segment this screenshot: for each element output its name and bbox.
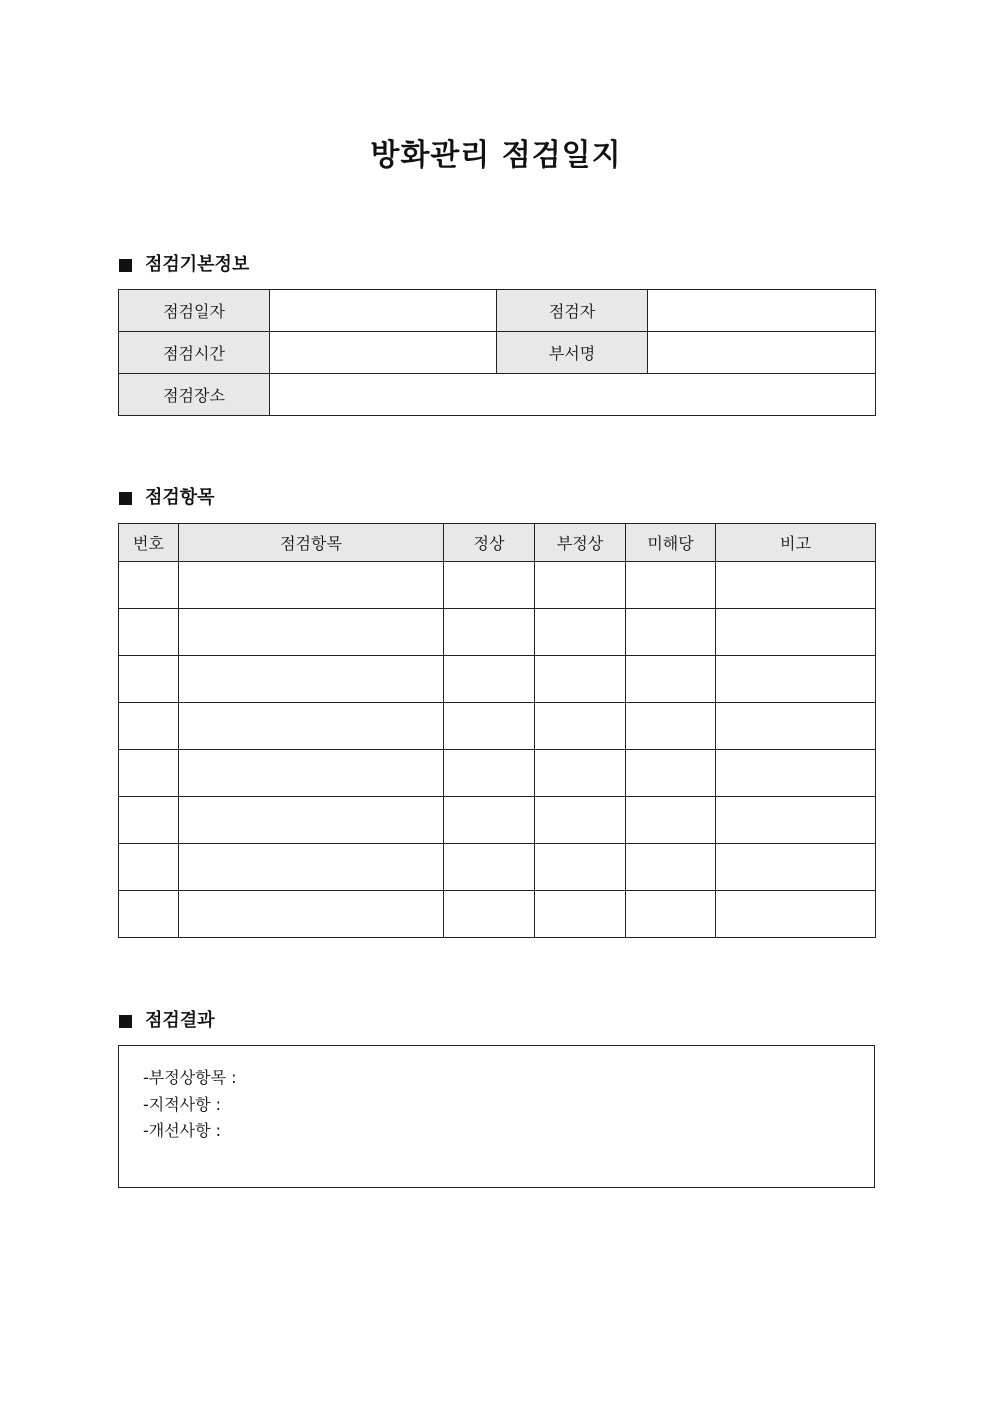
column-header-abnormal: 부정상 bbox=[535, 524, 626, 562]
table-row bbox=[119, 891, 876, 938]
cell-remarks[interactable] bbox=[716, 750, 876, 797]
inspection-date-field[interactable] bbox=[270, 290, 497, 332]
table-row bbox=[119, 332, 876, 374]
cell-not-applicable[interactable] bbox=[626, 891, 716, 938]
cell-normal[interactable] bbox=[444, 656, 535, 703]
cell-item[interactable] bbox=[179, 609, 444, 656]
cell-normal[interactable] bbox=[444, 797, 535, 844]
section-heading-result bbox=[119, 1009, 215, 1033]
cell-remarks[interactable] bbox=[716, 656, 876, 703]
cell-not-applicable[interactable] bbox=[626, 750, 716, 797]
department-field[interactable] bbox=[648, 332, 876, 374]
cell-not-applicable[interactable] bbox=[626, 562, 716, 609]
cell-normal[interactable] bbox=[444, 703, 535, 750]
cell-item[interactable] bbox=[179, 750, 444, 797]
section-heading-label: 점검항목 bbox=[145, 487, 215, 508]
cell-remarks[interactable] bbox=[716, 844, 876, 891]
cell-not-applicable[interactable] bbox=[626, 844, 716, 891]
cell-item[interactable] bbox=[179, 891, 444, 938]
cell-not-applicable[interactable] bbox=[626, 797, 716, 844]
column-header-remarks: 비고 bbox=[716, 524, 876, 562]
cell-abnormal[interactable] bbox=[535, 656, 626, 703]
inspection-place-label: 점검장소 bbox=[119, 374, 270, 416]
cell-number[interactable] bbox=[119, 609, 179, 656]
cell-normal[interactable] bbox=[444, 562, 535, 609]
inspection-items-body bbox=[119, 562, 876, 938]
cell-normal[interactable] bbox=[444, 750, 535, 797]
cell-item[interactable] bbox=[179, 656, 444, 703]
table-row bbox=[119, 750, 876, 797]
cell-remarks[interactable] bbox=[716, 797, 876, 844]
section-heading-label: 점검기본정보 bbox=[145, 254, 250, 275]
cell-abnormal[interactable] bbox=[535, 797, 626, 844]
column-header-normal: 정상 bbox=[444, 524, 535, 562]
cell-number[interactable] bbox=[119, 844, 179, 891]
square-bullet-icon bbox=[119, 1015, 132, 1028]
table-row bbox=[119, 290, 876, 332]
cell-abnormal[interactable] bbox=[535, 703, 626, 750]
section-heading-label: 점검결과 bbox=[145, 1010, 215, 1031]
inspection-date-label: 점검일자 bbox=[119, 290, 270, 332]
cell-number[interactable] bbox=[119, 797, 179, 844]
findings-line: -지적사항 : bbox=[143, 1094, 222, 1114]
table-row bbox=[119, 609, 876, 656]
cell-abnormal[interactable] bbox=[535, 609, 626, 656]
document-title: 방화관리 점검일지 bbox=[370, 138, 622, 173]
cell-item[interactable] bbox=[179, 703, 444, 750]
cell-remarks[interactable] bbox=[716, 562, 876, 609]
cell-normal[interactable] bbox=[444, 891, 535, 938]
cell-number[interactable] bbox=[119, 703, 179, 750]
cell-abnormal[interactable] bbox=[535, 844, 626, 891]
inspection-place-field[interactable] bbox=[270, 374, 876, 416]
table-row bbox=[119, 844, 876, 891]
cell-not-applicable[interactable] bbox=[626, 656, 716, 703]
cell-number[interactable] bbox=[119, 891, 179, 938]
inspection-result-box[interactable] bbox=[118, 1045, 875, 1188]
column-header-number: 번호 bbox=[119, 524, 179, 562]
basic-info-table bbox=[118, 289, 876, 416]
department-label: 부서명 bbox=[497, 332, 648, 374]
table-header-row bbox=[119, 524, 876, 562]
inspection-items-table bbox=[118, 523, 876, 938]
table-row bbox=[119, 374, 876, 416]
cell-item[interactable] bbox=[179, 797, 444, 844]
cell-abnormal[interactable] bbox=[535, 891, 626, 938]
square-bullet-icon bbox=[119, 492, 132, 505]
inspector-field[interactable] bbox=[648, 290, 876, 332]
section-heading-items bbox=[119, 486, 215, 510]
result-lines bbox=[143, 1065, 237, 1145]
cell-not-applicable[interactable] bbox=[626, 703, 716, 750]
square-bullet-icon bbox=[119, 259, 132, 272]
column-header-item: 점검항목 bbox=[179, 524, 444, 562]
inspection-time-field[interactable] bbox=[270, 332, 497, 374]
cell-number[interactable] bbox=[119, 562, 179, 609]
abnormal-items-line: -부정상항목 : bbox=[143, 1068, 237, 1087]
cell-number[interactable] bbox=[119, 750, 179, 797]
cell-item[interactable] bbox=[179, 562, 444, 609]
inspector-label: 점검자 bbox=[497, 290, 648, 332]
inspection-time-label: 점검시간 bbox=[119, 332, 270, 374]
cell-remarks[interactable] bbox=[716, 609, 876, 656]
section-heading-basic-info bbox=[119, 253, 249, 277]
cell-number[interactable] bbox=[119, 656, 179, 703]
table-row bbox=[119, 703, 876, 750]
cell-remarks[interactable] bbox=[716, 891, 876, 938]
cell-normal[interactable] bbox=[444, 609, 535, 656]
table-row bbox=[119, 797, 876, 844]
improvements-line: -개선사항 : bbox=[143, 1121, 222, 1140]
cell-item[interactable] bbox=[179, 844, 444, 891]
cell-remarks[interactable] bbox=[716, 703, 876, 750]
table-row bbox=[119, 656, 876, 703]
cell-not-applicable[interactable] bbox=[626, 609, 716, 656]
cell-abnormal[interactable] bbox=[535, 750, 626, 797]
cell-normal[interactable] bbox=[444, 844, 535, 891]
table-row bbox=[119, 562, 876, 609]
cell-abnormal[interactable] bbox=[535, 562, 626, 609]
column-header-not-applicable: 미해당 bbox=[626, 524, 716, 562]
